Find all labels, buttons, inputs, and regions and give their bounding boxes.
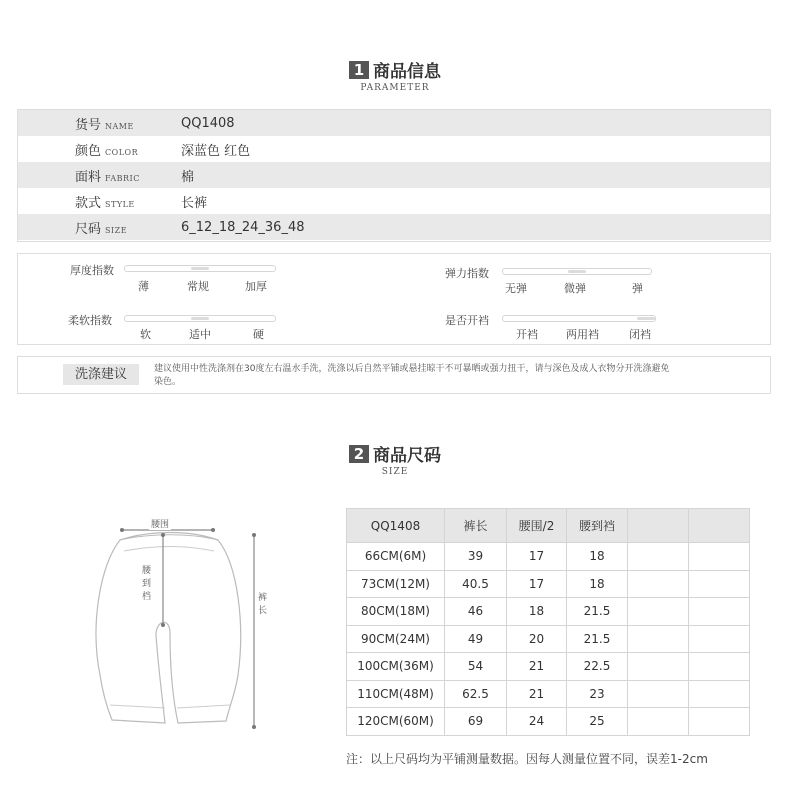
size-table-header	[347, 509, 750, 543]
section-header-size	[0, 441, 790, 477]
table-cell	[689, 653, 750, 681]
table-row	[347, 680, 750, 708]
softness-tick: 软	[140, 328, 151, 341]
table-cell: 120CM(60M)	[347, 708, 445, 736]
table-cell: 21	[507, 680, 567, 708]
table-cell: 49	[445, 625, 507, 653]
table-cell: 21.5	[567, 625, 628, 653]
table-cell	[628, 570, 689, 598]
elasticity-tick: 弹	[632, 282, 643, 295]
section-subtitle: SIZE	[381, 467, 409, 477]
table-row	[347, 653, 750, 681]
header-cell: 裤长	[445, 509, 507, 543]
param-label: 货号 NAME	[75, 117, 134, 133]
table-cell: 66CM(6M)	[347, 543, 445, 571]
length-label: 裤长	[258, 593, 268, 616]
crotch-marker	[637, 317, 655, 320]
table-cell	[689, 708, 750, 736]
rise-measure-end	[161, 623, 165, 627]
table-cell: 40.5	[445, 570, 507, 598]
table-cell	[628, 543, 689, 571]
header-cell	[689, 509, 750, 543]
section-number: 1	[349, 61, 369, 79]
parameter-table	[17, 109, 771, 242]
rise-measure-end	[161, 533, 165, 537]
table-row	[347, 708, 750, 736]
table-cell	[628, 653, 689, 681]
param-row-size	[18, 214, 770, 240]
elasticity-label: 弹力指数	[445, 267, 489, 280]
size-note: 注：以上尺码均为平铺测量数据。因每人测量位置不同，误差1-2cm	[346, 752, 708, 766]
softness-label: 柔软指数	[68, 314, 112, 327]
thickness-tick: 常规	[187, 280, 209, 293]
param-value: 棉	[181, 169, 195, 185]
section-number: 2	[349, 445, 369, 463]
elasticity-marker	[568, 270, 586, 273]
table-cell: 17	[507, 543, 567, 571]
section-title	[349, 57, 441, 82]
crotch-tick: 两用裆	[566, 328, 599, 341]
section-header-parameter	[0, 57, 790, 93]
softness-tick: 适中	[189, 328, 211, 341]
table-cell: 21.5	[567, 598, 628, 626]
table-cell	[628, 708, 689, 736]
wash-advice-text: 建议使用中性洗涤剂在30度左右温水手洗，洗涤以后自然平铺或悬挂晾干不可暴晒或强力扭干，请与深色及成人衣物分开洗涤避免染色。	[154, 364, 670, 387]
param-row-color	[18, 136, 770, 162]
section-title-text: 商品信息	[373, 62, 441, 82]
table-row	[347, 570, 750, 598]
param-value: 长裤	[181, 195, 208, 211]
table-cell: 100CM(36M)	[347, 653, 445, 681]
thickness-scale	[124, 265, 276, 272]
table-cell: 22.5	[567, 653, 628, 681]
table-cell: 69	[445, 708, 507, 736]
section-subtitle: PARAMETER	[360, 83, 430, 93]
table-cell	[689, 570, 750, 598]
rise-label: 腰到档	[142, 566, 152, 602]
pants-diagram	[70, 505, 310, 735]
crotch-tick: 闭裆	[629, 328, 651, 341]
header-cell: 腰到裆	[567, 509, 628, 543]
param-row-fabric	[18, 162, 770, 188]
table-cell: 23	[567, 680, 628, 708]
crotch-scale	[502, 315, 656, 322]
param-label: 款式 STYLE	[75, 195, 135, 211]
table-cell: 90CM(24M)	[347, 625, 445, 653]
table-cell: 18	[567, 570, 628, 598]
index-panel	[17, 253, 771, 345]
table-cell	[689, 598, 750, 626]
section-title-text: 商品尺码	[373, 446, 441, 466]
elasticity-scale	[502, 268, 652, 275]
table-cell: 18	[567, 543, 628, 571]
param-row-style	[18, 188, 770, 214]
header-cell	[628, 509, 689, 543]
pants-outline	[96, 533, 241, 724]
table-cell: 17	[507, 570, 567, 598]
param-value: 6_12_18_24_36_48	[181, 219, 305, 235]
param-value: 深蓝色 红色	[181, 143, 251, 159]
waist-measure-end	[211, 528, 215, 532]
table-cell: 80CM(18M)	[347, 598, 445, 626]
table-row	[347, 543, 750, 571]
thickness-tick: 薄	[138, 280, 149, 293]
waist-measure-end	[120, 528, 124, 532]
header-cell: 腰围/2	[507, 509, 567, 543]
wash-panel	[17, 356, 771, 394]
table-cell: 73CM(12M)	[347, 570, 445, 598]
table-cell	[689, 680, 750, 708]
param-row-name	[18, 110, 770, 136]
table-cell: 62.5	[445, 680, 507, 708]
crotch-tick: 开裆	[516, 328, 538, 341]
param-label: 颜色 COLOR	[75, 143, 139, 159]
softness-scale	[124, 315, 276, 322]
pants-cuff-right	[177, 705, 230, 708]
pants-cuff-left	[110, 705, 165, 708]
size-table	[346, 508, 750, 736]
param-label: 尺码 SIZE	[75, 221, 128, 237]
table-cell: 39	[445, 543, 507, 571]
table-cell	[628, 598, 689, 626]
table-cell: 20	[507, 625, 567, 653]
thickness-label: 厚度指数	[70, 264, 114, 277]
table-cell: 110CM(48M)	[347, 680, 445, 708]
thickness-tick: 加厚	[245, 280, 267, 293]
table-row	[347, 598, 750, 626]
length-measure-end	[252, 725, 256, 729]
table-cell: 18	[507, 598, 567, 626]
softness-marker	[191, 317, 209, 320]
crotch-label: 是否开裆	[445, 314, 489, 327]
table-cell	[689, 625, 750, 653]
table-row	[347, 625, 750, 653]
length-measure-end	[252, 533, 256, 537]
thickness-marker	[191, 267, 209, 270]
pants-waistband-seam	[124, 547, 214, 552]
waist-label: 腰围	[149, 517, 171, 530]
elasticity-tick: 无弹	[505, 282, 527, 295]
elasticity-tick: 微弹	[564, 282, 586, 295]
table-cell: 46	[445, 598, 507, 626]
section-title	[349, 441, 441, 466]
table-cell: 24	[507, 708, 567, 736]
wash-advice-button: 洗涤建议	[63, 364, 139, 385]
table-cell	[628, 625, 689, 653]
table-cell: 25	[567, 708, 628, 736]
table-cell	[628, 680, 689, 708]
table-cell	[689, 543, 750, 571]
table-cell: 54	[445, 653, 507, 681]
param-value: QQ1408	[181, 115, 235, 131]
table-cell: 21	[507, 653, 567, 681]
softness-tick: 硬	[253, 328, 264, 341]
header-cell: QQ1408	[347, 509, 445, 543]
param-label: 面料 FABRIC	[75, 169, 140, 185]
